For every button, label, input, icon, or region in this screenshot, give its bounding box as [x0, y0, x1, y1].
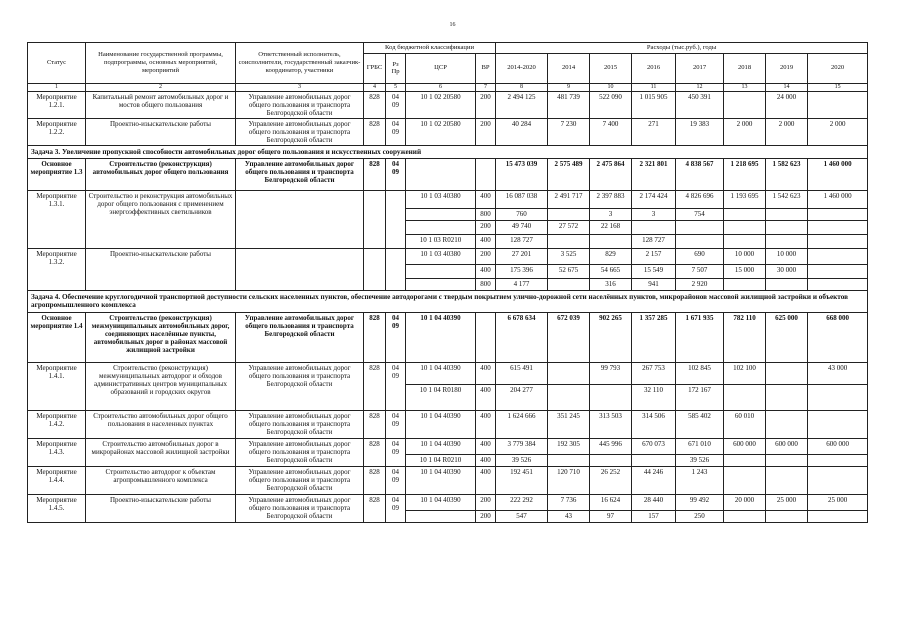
year-value: 1 357 285 [632, 312, 676, 362]
year-value: 600 000 [766, 438, 808, 454]
rzpr-cell: 04 09 [386, 438, 406, 466]
table-row [28, 362, 868, 384]
header-year: 2017 [676, 53, 724, 83]
column-number: 7 [476, 83, 496, 91]
grbs-cell: 828 [364, 494, 386, 522]
year-value: 941 [632, 279, 676, 291]
year-value: 351 245 [548, 410, 590, 438]
measure-name: Строительство (реконструкция) межмуниципальных автомобильных дорог, соединяющих населённые пункты, автомобильных дорог в районах массовой жилищной застройки [86, 312, 236, 362]
grbs-cell: 828 [364, 159, 386, 191]
year-value: 25 000 [766, 494, 808, 510]
year-value: 97 [590, 510, 632, 522]
total-value: 15 473 039 [496, 159, 548, 191]
year-value: 625 000 [766, 312, 808, 362]
year-value: 2 000 [724, 118, 766, 145]
total-value: 6 678 634 [496, 312, 548, 362]
csr-cell: 10 1 04 40390 [406, 494, 476, 510]
year-value: 1 460 000 [808, 159, 868, 191]
executor-cell: Управление автомобильных дорог общего пользования и транспорта Белгородской области [236, 118, 364, 145]
column-number: 13 [724, 83, 766, 91]
year-value: 19 383 [676, 118, 724, 145]
year-value: 1 015 905 [632, 91, 676, 118]
year-value: 2 475 864 [590, 159, 632, 191]
measure-name: Строительство (реконструкция) межмуниципальных автодорог и обходов административных центров муниципальных образований и городских округов [86, 362, 236, 410]
vr-cell: 200 [476, 494, 496, 510]
header-year: 2020 [808, 53, 868, 83]
year-value: 157 [632, 510, 676, 522]
year-value: 32 110 [632, 384, 676, 410]
year-value: 2 000 [766, 118, 808, 145]
csr-cell: 10 1 03 R0210 [406, 235, 476, 249]
status-cell: Мероприятие 1.4.3. [28, 438, 86, 466]
year-value [766, 454, 808, 466]
table-row [28, 91, 868, 118]
task-row [28, 291, 868, 313]
table-row [28, 410, 868, 438]
status-cell: Основное мероприятие 1.4 [28, 312, 86, 362]
year-value: 7 230 [548, 118, 590, 145]
year-value [808, 510, 868, 522]
year-value: 271 [632, 118, 676, 145]
year-value [724, 91, 766, 118]
year-value [766, 209, 808, 221]
header-year: 2015 [590, 53, 632, 83]
executor-cell: Управление автомобильных дорог общего пользования и транспорта Белгородской области [236, 410, 364, 438]
measure-name: Строительство автомобильных дорог в микрорайонах массовой жилищной застройки [86, 438, 236, 466]
grbs-cell: 828 [364, 362, 386, 410]
year-value [808, 221, 868, 235]
csr-cell [406, 279, 476, 291]
year-value: 2 157 [632, 249, 676, 265]
status-cell: Мероприятие 1.4.5. [28, 494, 86, 522]
vr-cell: 400 [476, 438, 496, 454]
rzpr-cell: 04 09 [386, 494, 406, 522]
total-value: 175 396 [496, 265, 548, 279]
year-value [724, 384, 766, 410]
grbs-cell: 828 [364, 91, 386, 118]
year-value: 754 [676, 209, 724, 221]
total-value: 27 201 [496, 249, 548, 265]
header-grbs: ГРБС [364, 53, 386, 83]
total-value: 16 087 038 [496, 191, 548, 209]
status-cell: Мероприятие 1.4.2. [28, 410, 86, 438]
csr-cell: 10 1 03 40380 [406, 191, 476, 209]
year-value: 60 010 [724, 410, 766, 438]
year-value [766, 279, 808, 291]
grbs-cell [364, 249, 386, 291]
year-value: 16 624 [590, 494, 632, 510]
year-value: 3 [590, 209, 632, 221]
table-row [28, 438, 868, 454]
measure-name: Проектно-изыскательские работы [86, 118, 236, 145]
vr-cell: 400 [476, 265, 496, 279]
rzpr-cell: 04 09 [386, 312, 406, 362]
year-value: 10 000 [766, 249, 808, 265]
year-value: 481 739 [548, 91, 590, 118]
vr-cell: 400 [476, 410, 496, 438]
year-value: 672 039 [548, 312, 590, 362]
year-value: 450 391 [676, 91, 724, 118]
csr-cell: 10 1 04 R0210 [406, 454, 476, 466]
header-budget-code: Код бюджетной классификации [364, 43, 496, 54]
status-cell: Мероприятие 1.4.1. [28, 362, 86, 410]
year-value [808, 235, 868, 249]
year-value: 99 793 [590, 362, 632, 384]
rzpr-cell [386, 191, 406, 249]
year-value: 24 000 [766, 91, 808, 118]
year-value: 4 826 696 [676, 191, 724, 209]
year-value: 10 000 [724, 249, 766, 265]
header-csr: ЦСР [406, 53, 476, 83]
executor-cell: Управление автомобильных дорог общего пользования и транспорта Белгородской области [236, 438, 364, 466]
grbs-cell: 828 [364, 466, 386, 494]
csr-cell [406, 209, 476, 221]
year-value [548, 384, 590, 410]
vr-cell: 400 [476, 235, 496, 249]
year-value: 102 100 [724, 362, 766, 384]
total-value: 204 277 [496, 384, 548, 410]
year-value: 15 000 [724, 265, 766, 279]
year-value [632, 221, 676, 235]
header-year: 2018 [724, 53, 766, 83]
vr-cell [476, 312, 496, 362]
header-year: 2016 [632, 53, 676, 83]
total-value: 3 779 384 [496, 438, 548, 454]
status-cell: Мероприятие 1.3.2. [28, 249, 86, 291]
vr-cell: 400 [476, 191, 496, 209]
year-value: 20 000 [724, 494, 766, 510]
year-value: 2 491 717 [548, 191, 590, 209]
year-value: 1 243 [676, 466, 724, 494]
expense-table [27, 42, 868, 523]
column-number-row [28, 83, 868, 91]
column-number: 2 [86, 83, 236, 91]
table-row [28, 191, 868, 209]
total-value: 222 292 [496, 494, 548, 510]
year-value [766, 362, 808, 384]
year-value [808, 384, 868, 410]
total-value: 547 [496, 510, 548, 522]
status-cell: Мероприятие 1.3.1. [28, 191, 86, 249]
year-value [724, 466, 766, 494]
csr-cell [406, 265, 476, 279]
rzpr-cell: 04 09 [386, 118, 406, 145]
task-heading: Задача 4. Обеспечение круглогодичной транспортной доступности сельских населенных пунктов, обеспечение автодорогами с твердым покрытием улично-дорожной сети населённых пунктов, микрорайонов массовой жилищной застройки и объектов агропромышленного комплекса [28, 291, 868, 313]
year-value: 25 000 [808, 494, 868, 510]
year-value: 39 526 [676, 454, 724, 466]
measure-name: Строительство автомобильных дорог общего пользования в населенных пунктах [86, 410, 236, 438]
column-number: 6 [406, 83, 476, 91]
year-value [548, 362, 590, 384]
grbs-cell [364, 191, 386, 249]
year-value [724, 454, 766, 466]
year-value: 1 193 695 [724, 191, 766, 209]
header-year: 2014-2020 [496, 53, 548, 83]
csr-cell [406, 159, 476, 191]
header-vr: ВР [476, 53, 496, 83]
year-value: 43 000 [808, 362, 868, 384]
total-value: 4 177 [496, 279, 548, 291]
year-value: 522 090 [590, 91, 632, 118]
year-value [724, 279, 766, 291]
year-value [548, 279, 590, 291]
page-number: 16 [449, 22, 456, 28]
year-value [632, 454, 676, 466]
executor-cell [236, 249, 364, 291]
total-value: 192 451 [496, 466, 548, 494]
table-row [28, 494, 868, 510]
header-year: 2014 [548, 53, 590, 83]
year-value: 2 920 [676, 279, 724, 291]
csr-cell [406, 221, 476, 235]
year-value [808, 466, 868, 494]
year-value [808, 410, 868, 438]
year-value: 3 525 [548, 249, 590, 265]
year-value [724, 209, 766, 221]
vr-cell: 200 [476, 91, 496, 118]
year-value [548, 209, 590, 221]
vr-cell: 200 [476, 249, 496, 265]
year-value: 267 753 [632, 362, 676, 384]
year-value: 250 [676, 510, 724, 522]
year-value [676, 221, 724, 235]
vr-cell: 400 [476, 384, 496, 410]
grbs-cell: 828 [364, 410, 386, 438]
year-value: 2 575 489 [548, 159, 590, 191]
year-value: 445 996 [590, 438, 632, 454]
executor-cell: Управление автомобильных дорог общего пользования и транспорта Белгородской области [236, 91, 364, 118]
year-value: 316 [590, 279, 632, 291]
header-rzpr: Рз Пр [386, 53, 406, 83]
vr-cell: 200 [476, 221, 496, 235]
year-value: 3 [632, 209, 676, 221]
year-value: 22 168 [590, 221, 632, 235]
vr-cell [476, 159, 496, 191]
column-number: 15 [808, 83, 868, 91]
rzpr-cell: 04 09 [386, 159, 406, 191]
vr-cell: 200 [476, 510, 496, 522]
vr-cell: 800 [476, 279, 496, 291]
year-value: 600 000 [724, 438, 766, 454]
year-value: 172 167 [676, 384, 724, 410]
executor-cell: Управление автомобильных дорог общего пользования и транспорта Белгородской области [236, 312, 364, 362]
csr-cell: 10 1 04 40390 [406, 438, 476, 454]
year-value [590, 384, 632, 410]
measure-name: Строительство (реконструкция) автомобильных дорог общего пользования [86, 159, 236, 191]
total-value: 39 526 [496, 454, 548, 466]
year-value: 27 572 [548, 221, 590, 235]
year-value [590, 454, 632, 466]
csr-cell: 10 1 02 20580 [406, 91, 476, 118]
year-value [766, 235, 808, 249]
year-value: 313 503 [590, 410, 632, 438]
year-value: 120 710 [548, 466, 590, 494]
vr-cell: 200 [476, 118, 496, 145]
year-value: 1 671 935 [676, 312, 724, 362]
year-value [766, 384, 808, 410]
year-value [724, 221, 766, 235]
table-row [28, 249, 868, 265]
table-row [28, 466, 868, 494]
year-value [808, 249, 868, 265]
csr-cell [406, 510, 476, 522]
task-row [28, 145, 868, 158]
column-number: 12 [676, 83, 724, 91]
task-heading: Задача 3. Увеличение пропускной способности автомобильных дорог общего пользования и искусственных сооружений [28, 145, 868, 158]
rzpr-cell: 04 09 [386, 91, 406, 118]
year-value [766, 510, 808, 522]
year-value: 15 549 [632, 265, 676, 279]
csr-cell: 10 1 03 40380 [406, 249, 476, 265]
executor-cell [236, 191, 364, 249]
header-status: Статус [28, 43, 86, 84]
year-value: 829 [590, 249, 632, 265]
year-value: 690 [676, 249, 724, 265]
year-value: 102 845 [676, 362, 724, 384]
executor-cell: Управление автомобильных дорог общего пользования и транспорта Белгородской области [236, 362, 364, 410]
csr-cell: 10 1 04 40390 [406, 410, 476, 438]
year-value: 30 000 [766, 265, 808, 279]
header-executor: Ответственный исполнитель, соисполнители, государственный заказчик-координатор, участники [236, 43, 364, 84]
rzpr-cell [386, 249, 406, 291]
year-value: 44 246 [632, 466, 676, 494]
column-number: 1 [28, 83, 86, 91]
grbs-cell: 828 [364, 118, 386, 145]
rzpr-cell: 04 09 [386, 466, 406, 494]
year-value: 1 542 623 [766, 191, 808, 209]
total-value: 615 491 [496, 362, 548, 384]
year-value: 7 507 [676, 265, 724, 279]
year-value [808, 279, 868, 291]
measure-name: Проектно-изыскательские работы [86, 494, 236, 522]
total-value: 2 494 125 [496, 91, 548, 118]
year-value: 314 506 [632, 410, 676, 438]
year-value: 2 321 801 [632, 159, 676, 191]
year-value [808, 265, 868, 279]
year-value: 1 582 623 [766, 159, 808, 191]
year-value [766, 410, 808, 438]
measure-name: Капитальный ремонт автомобильных дорог и мостов общего пользования [86, 91, 236, 118]
year-value: 99 492 [676, 494, 724, 510]
year-value: 668 000 [808, 312, 868, 362]
vr-cell: 800 [476, 209, 496, 221]
year-value [548, 454, 590, 466]
measure-name: Строительство и реконструкция автомобильных дорог общего пользования с применением энергоэффективных светильников [86, 191, 236, 249]
column-number: 9 [548, 83, 590, 91]
header-row [28, 43, 868, 54]
column-number: 8 [496, 83, 548, 91]
year-value [724, 510, 766, 522]
year-value: 192 305 [548, 438, 590, 454]
year-value [808, 209, 868, 221]
year-value: 52 675 [548, 265, 590, 279]
year-value [676, 235, 724, 249]
year-value: 782 110 [724, 312, 766, 362]
csr-cell: 10 1 04 40390 [406, 362, 476, 384]
year-value: 7 400 [590, 118, 632, 145]
year-value: 2 000 [808, 118, 868, 145]
executor-cell: Управление автомобильных дорог общего пользования и транспорта Белгородской области [236, 159, 364, 191]
vr-cell: 400 [476, 466, 496, 494]
vr-cell: 400 [476, 362, 496, 384]
measure-name: Строительство автодорог к объектам агропромышленного комплекса [86, 466, 236, 494]
total-value: 49 740 [496, 221, 548, 235]
status-cell: Мероприятие 1.2.1. [28, 91, 86, 118]
year-value: 2 174 424 [632, 191, 676, 209]
grbs-cell: 828 [364, 312, 386, 362]
year-value: 1 218 695 [724, 159, 766, 191]
csr-cell: 10 1 02 20580 [406, 118, 476, 145]
header-year: 2019 [766, 53, 808, 83]
status-cell: Мероприятие 1.4.4. [28, 466, 86, 494]
year-value [724, 235, 766, 249]
year-value: 7 736 [548, 494, 590, 510]
year-value [766, 221, 808, 235]
rzpr-cell: 04 09 [386, 362, 406, 410]
column-number: 5 [386, 83, 406, 91]
column-number: 11 [632, 83, 676, 91]
total-value: 40 284 [496, 118, 548, 145]
status-cell: Основное мероприятие 1.3 [28, 159, 86, 191]
year-value [548, 235, 590, 249]
header-program: Наименование государственной программы, подпрограммы, основных мероприятий, мероприятий [86, 43, 236, 84]
year-value: 670 073 [632, 438, 676, 454]
year-value: 902 265 [590, 312, 632, 362]
measure-name: Проектно-изыскательские работы [86, 249, 236, 291]
total-value: 128 727 [496, 235, 548, 249]
vr-cell: 400 [476, 454, 496, 466]
year-value: 43 [548, 510, 590, 522]
executor-cell: Управление автомобильных дорог общего пользования и транспорта Белгородской области [236, 494, 364, 522]
status-cell: Мероприятие 1.2.2. [28, 118, 86, 145]
year-value: 54 665 [590, 265, 632, 279]
year-value [808, 91, 868, 118]
grbs-cell: 828 [364, 438, 386, 466]
year-value [808, 454, 868, 466]
table-row [28, 118, 868, 145]
year-value [766, 466, 808, 494]
year-value: 585 402 [676, 410, 724, 438]
year-value: 1 460 000 [808, 191, 868, 209]
year-value: 4 838 567 [676, 159, 724, 191]
column-number: 14 [766, 83, 808, 91]
total-value: 1 624 666 [496, 410, 548, 438]
year-value: 2 397 883 [590, 191, 632, 209]
table-row [28, 159, 868, 191]
csr-cell: 10 1 04 40390 [406, 466, 476, 494]
column-number: 4 [364, 83, 386, 91]
executor-cell: Управление автомобильных дорог общего пользования и транспорта Белгородской области [236, 466, 364, 494]
year-value: 26 252 [590, 466, 632, 494]
rzpr-cell: 04 09 [386, 410, 406, 438]
table-row [28, 312, 868, 362]
year-value: 600 000 [808, 438, 868, 454]
column-number: 10 [590, 83, 632, 91]
column-number: 3 [236, 83, 364, 91]
year-value [590, 235, 632, 249]
total-value: 760 [496, 209, 548, 221]
header-expenses: Расходы (тыс.руб.), годы [496, 43, 868, 54]
csr-cell: 10 1 04 R0180 [406, 384, 476, 410]
year-value: 128 727 [632, 235, 676, 249]
csr-cell: 10 1 04 40390 [406, 312, 476, 362]
year-value: 28 440 [632, 494, 676, 510]
year-value: 671 010 [676, 438, 724, 454]
